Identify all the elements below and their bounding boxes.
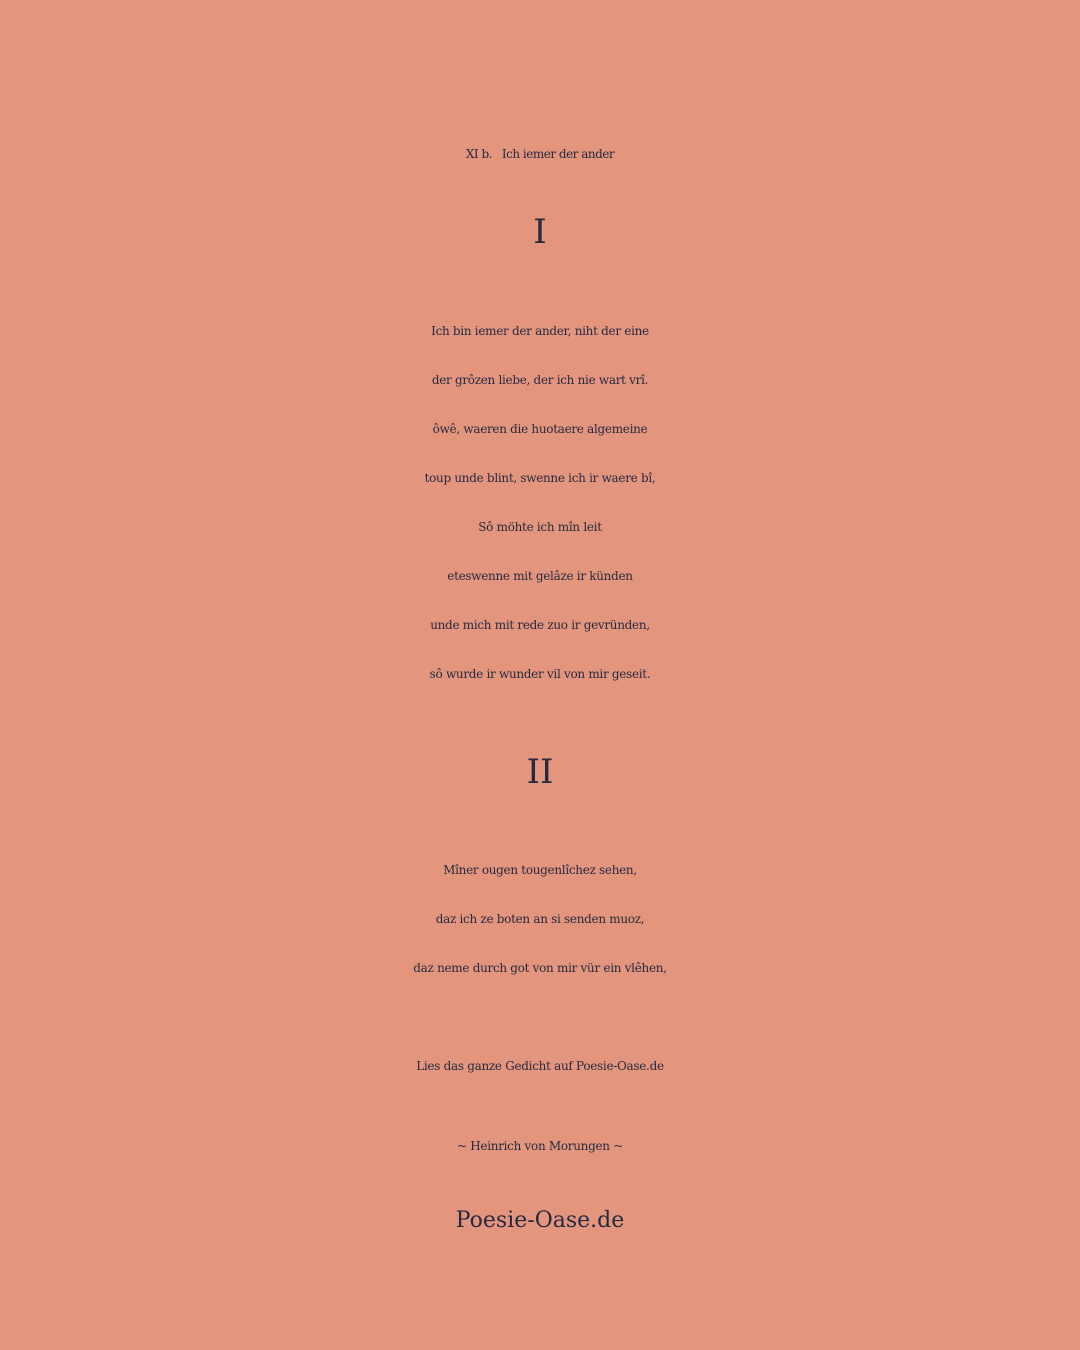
poem-line: unde mich mit rede zuo ir gevründen, [430, 618, 650, 632]
poem-line: daz ich ze boten an si senden muoz, [435, 912, 645, 926]
stanza-number-2: II [526, 752, 554, 792]
site-watermark: Poesie-Oase.de [455, 1208, 625, 1233]
poem-line: Sô möhte ich mîn leit [478, 520, 602, 534]
poem-line: der grôzen liebe, der ich nie wart vrî. [431, 373, 649, 387]
stanza-1 [0, 307, 1080, 699]
poem-line: sô wurde ir wunder vil von mir geseit. [429, 667, 651, 681]
stanza-number-1: I [533, 212, 547, 252]
poem-line: toup unde blint, swenne ich ir waere bî, [424, 471, 656, 485]
poem-line: Ich bin iemer der ander, niht der eine [431, 324, 649, 338]
read-full-poem-text: Lies das ganze Gedicht auf Poesie-Oase.de [416, 1059, 664, 1073]
poem-line: eteswenne mit gelâze ir künden [447, 569, 633, 583]
poem-line: ôwê, waeren die huotaere algemeine [432, 422, 648, 436]
author-name: ~ Heinrich von Morungen ~ [457, 1139, 623, 1153]
stanza-2 [0, 846, 1080, 993]
poem-line: daz neme durch got von mir vür ein vlêhen, [413, 961, 667, 975]
poem-line: Mîner ougen tougenlîchez sehen, [443, 863, 637, 877]
poem-title: XI b. Ich iemer der ander [465, 147, 615, 161]
